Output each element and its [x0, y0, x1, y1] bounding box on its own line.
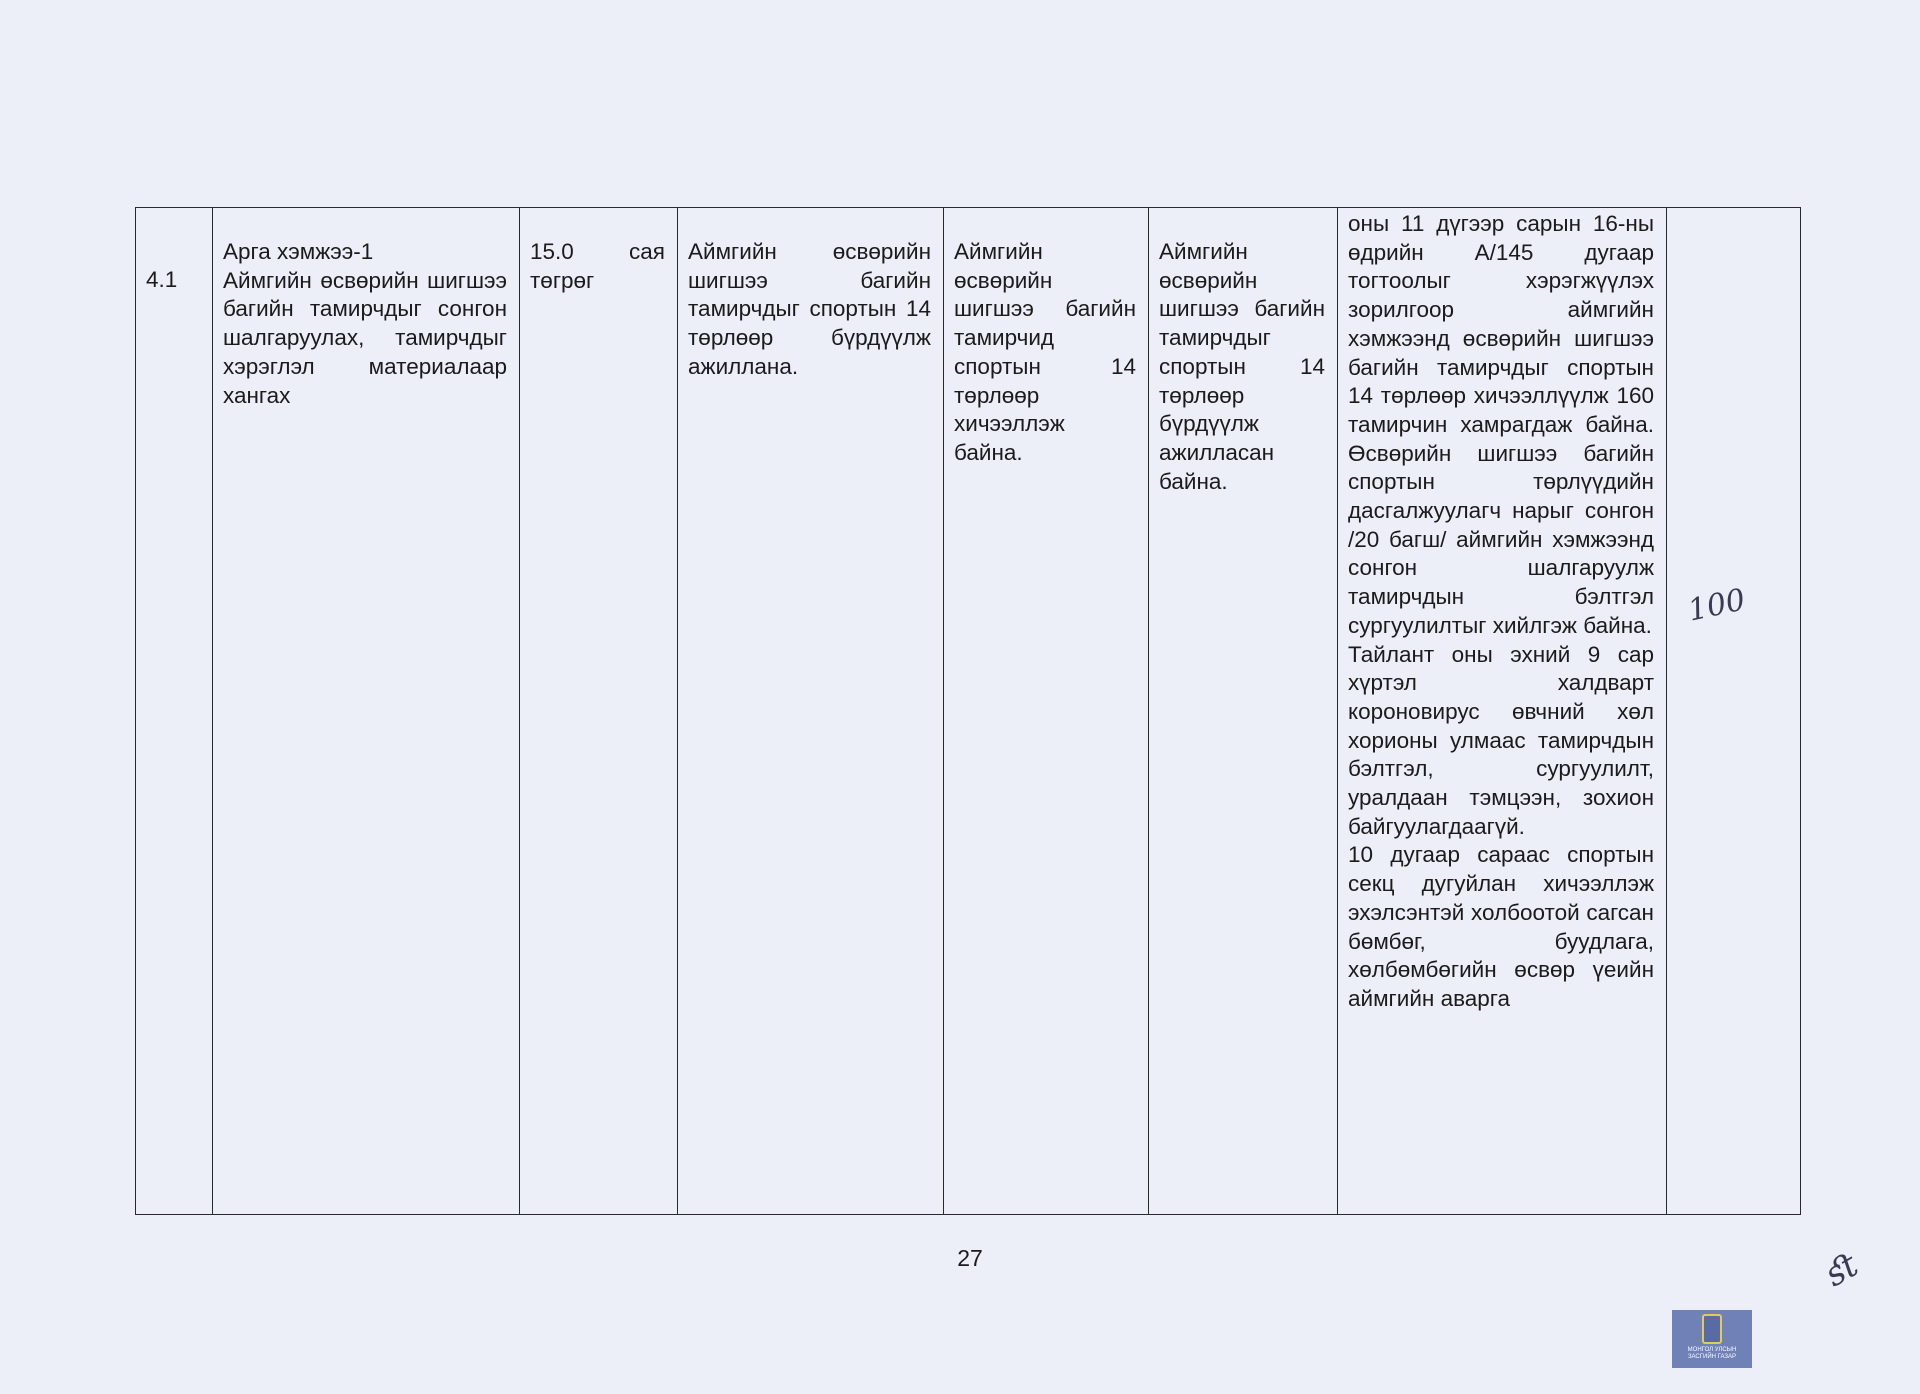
budget-cell [520, 208, 678, 1215]
indicator-text: Аймгийн өсвөрийн шигшээ багийн тамирчид спортын 14 төрлөөр хичээллэж байна. [954, 239, 1136, 465]
result-paragraph: Тайлант оны эхний 9 сар хүртэл халдварт короновирус өвчний хөл хорионы улмаас тамирчдын бэлтгэл, сургуулилт, уралдаан тэмцээн, зохион байгуулагдаагүй. [1348, 641, 1654, 839]
stamp-line-2: ЗАСГИЙН ГАЗАР [1687, 1354, 1737, 1360]
measure-description: Аймгийн өсвөрийн шигшээ багийн тамирчдыг сонгон шалгаруулах, тамирчдыг хэрэглэл материалаар хангах [223, 267, 507, 408]
table-row [136, 208, 1801, 1215]
expected-output-text: Аймгийн өсвөрийн шигшээ багийн тамирчдыг спортын 14 төрлөөр бүрдүүлж ажиллана. [688, 239, 931, 379]
measure-cell [213, 208, 520, 1215]
row-number: 4.1 [146, 267, 178, 292]
expected-output-cell [678, 208, 944, 1215]
report-table [135, 207, 1801, 1215]
result-paragraph: оны 11 дүгээр сарын 16-ны өдрийн А/145 дугаар тогтоолыг хэрэгжүүлэх зорилгоор аймгийн хэмжээнд өсвөрийн шигшээ багийн тамирчдыг спортын 14 төрлөөр хичээллүүлж 160 тамирчин хамрагдаж байна. Өсвөрийн шигшээ багийн спортын төрлүүдийн дасгалжуулагч нарыг сонгон /20 багш/ аймгийн хэмжээнд сонгон шалгаруулж тамирчдын бэлтгэл сургуулилтыг хийлгэж байна. [1348, 211, 1654, 638]
budget-value: 15.0 сая төгрөг [530, 239, 665, 293]
soyombo-emblem-icon [1702, 1314, 1722, 1344]
government-logo-stamp [1672, 1310, 1752, 1368]
target-cell [1149, 208, 1338, 1215]
handwritten-score: 100 [1684, 582, 1749, 629]
evaluation-cell [1667, 208, 1801, 1215]
result-cell [1338, 208, 1667, 1215]
row-number-cell [136, 208, 213, 1215]
page-number: 27 [957, 1245, 983, 1271]
handwritten-initial: ﬆ [1818, 1244, 1866, 1296]
result-paragraph: 10 дугаар сараас спортын секц дугуйлан хичээллэж эхэлсэнтэй холбоотой сагсан бөмбөг, буудлага, хөлбөмбөгийн өсвөр үеийн аймгийн аварга [1348, 842, 1654, 1011]
measure-title: Арга хэмжээ-1 [223, 239, 374, 264]
indicator-cell [944, 208, 1149, 1215]
stamp-line-1: МОНГОЛ УЛСЫН [1687, 1347, 1737, 1353]
target-text: Аймгийн өсвөрийн шигшээ багийн тамирчдыг спортын 14 төрлөөр бүрдүүлж ажилласан байна. [1159, 239, 1325, 494]
